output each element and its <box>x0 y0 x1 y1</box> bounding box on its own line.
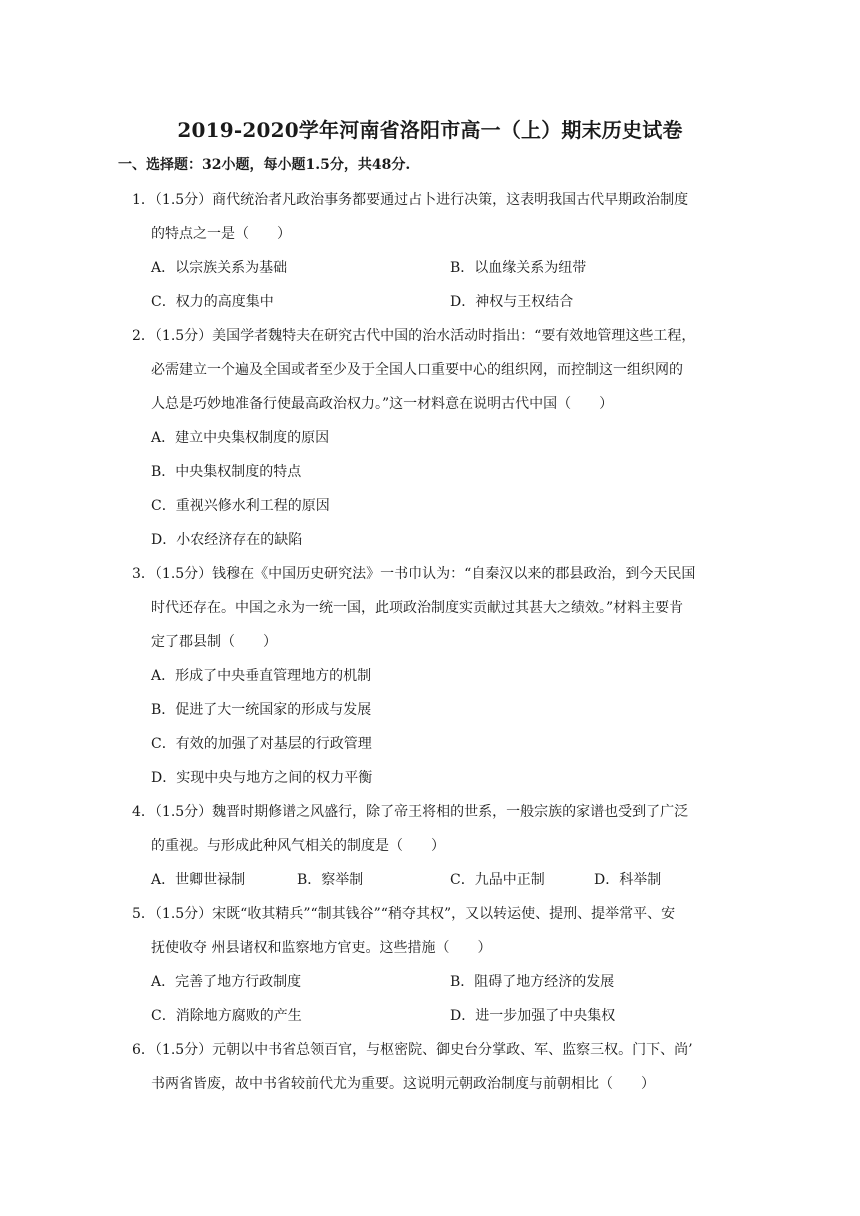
exam-title: 2019-2020学年河南省洛阳市高一（上）期末历史试卷 <box>177 118 683 142</box>
question-4-line-1: 4．（1.5分）魏晋时期修谱之风盛行，除了帝王将相的世系，一般宗族的家谱也受到了广泛 <box>132 804 689 820</box>
question-3-line-1: 3．（1.5分）钱穆在《中国历史研究法》一书巾认为：“自秦汉以来的郡县政治，到今天民国 <box>132 566 696 582</box>
question-5-option-d: D．进一步加强了中央集权 <box>450 1008 616 1024</box>
question-5-line-1: 5．（1.5分）宋既“收其精兵”“制其钱谷”“稍夺其权”，又以转运使、提刑、提举常平、安 <box>132 906 676 922</box>
question-3-option-d: D．实现中央与地方之间的权力平衡 <box>151 770 373 786</box>
question-6-line-1: 6．（1.5分）元朝以中书省总领百官，与枢密院、御史台分掌政、军、监察三权。门下、尚’ <box>132 1042 693 1058</box>
question-1-option-b: B．以血缘关系为纽带 <box>450 260 587 276</box>
question-4-option-b: B．察举制 <box>297 872 364 888</box>
question-2-option-d: D．小农经济存在的缺陷 <box>151 532 303 548</box>
question-4-option-c: C．九品中正制 <box>450 872 545 888</box>
question-1-option-c: C．权力的高度集中 <box>151 294 274 310</box>
question-3-line-2: 时代还存在。中国之永为一统一国，此项政治制度实贡献过其甚大之绩效。”材料主要肯 <box>151 600 684 616</box>
question-4-line-2: 的重视。与形成此种风气相关的制度是（ ） <box>151 838 445 854</box>
question-3-option-a: A．形成了中央垂直管理地方的机制 <box>151 668 372 684</box>
question-3-line-3: 定了郡县制（ ） <box>151 634 277 650</box>
question-5-option-c: C．消除地方腐败的产生 <box>151 1008 302 1024</box>
question-1-option-a: A．以宗族关系为基础 <box>151 260 288 276</box>
question-1-line-1: 1．（1.5分）商代统治者凡政治事务都要通过占卜进行决策，这表明我国古代早期政治制度 <box>132 192 689 208</box>
question-3-option-c: C．有效的加强了对基层的行政管理 <box>151 736 372 752</box>
question-2-option-b: B．中央集权制度的特点 <box>151 464 302 480</box>
question-6-line-2: 书两省皆废，故中书省较前代尤为重要。这说明元朝政治制度与前朝相比（ ） <box>151 1076 655 1092</box>
question-4-option-d: D．科举制 <box>594 872 662 888</box>
question-1-option-d: D．神权与王权结合 <box>450 294 574 310</box>
question-2-line-3: 人总是巧妙地准备行使最高政治权力。”这一材料意在说明古代中国（ ） <box>151 396 614 412</box>
question-2-line-2: 必需建立一个遍及全国或者至少及于全国人口重要中心的组织网，而控制这一组织网的 <box>151 362 683 378</box>
question-5-option-b: B．阻碍了地方经济的发展 <box>450 974 615 990</box>
question-2-line-1: 2．（1.5分）美国学者魏特夫在研究古代中国的治水活动时指出：“要有效地管理这些工程， <box>132 328 696 344</box>
question-1-line-2: 的特点之一是（ ） <box>151 226 291 242</box>
question-5-option-a: A．完善了地方行政制度 <box>151 974 302 990</box>
question-3-option-b: B．促进了大一统国家的形成与发展 <box>151 702 372 718</box>
question-5-line-2: 抚使收夺 州县诸权和监察地方官吏。这些措施（ ） <box>151 940 492 956</box>
question-2-option-c: C．重视兴修水利工程的原因 <box>151 498 330 514</box>
section-heading: 一、选择题：32小题，每小题1.5分，共48分. <box>118 157 411 173</box>
question-2-option-a: A．建立中央集权制度的原因 <box>151 430 330 446</box>
question-4-option-a: A．世卿世禄制 <box>151 872 246 888</box>
